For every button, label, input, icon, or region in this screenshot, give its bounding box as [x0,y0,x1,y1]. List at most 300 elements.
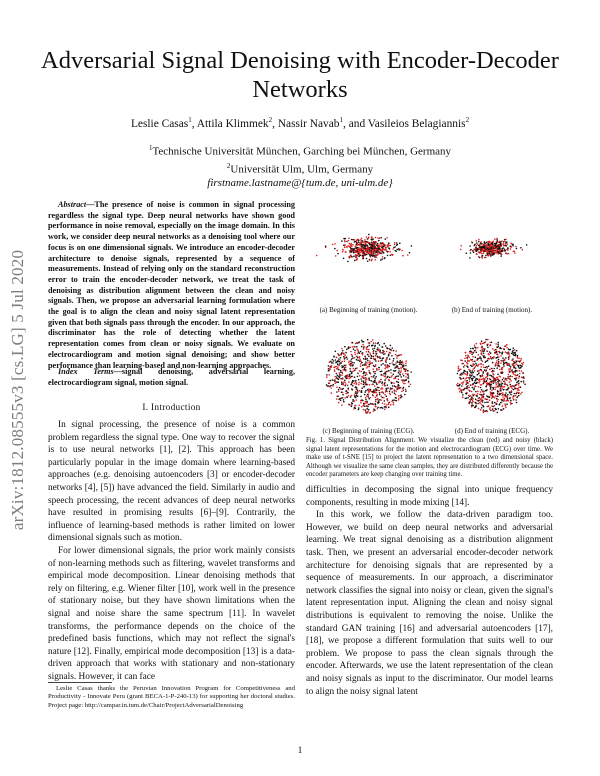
clean-latent-point [499,375,501,377]
noisy-latent-point [359,341,361,343]
noisy-latent-point [399,363,401,365]
noisy-latent-point [343,238,345,240]
noisy-latent-point [492,406,494,408]
body-paragraph: In this work, we follow the data-driven paradigm too. However, we build on deep neural networks and adversarial learning. We treat signal denoising as a distribution alignment task. Then, we present an adversarial encoder-decoder network architecture for denoising signals that are represented by a sequence of measurements. In our approach, a discriminator network classifies the signal into noisy or clean, given the signal's latent representation input. Aligning the clean and noisy signal distributions is equivalent to removing the noise. Unlike the standard GAN training [16] and adversarial autoencoders [17], [18], we propose a different formulation that suits well to our problem. We propose to pass the clean signals through the encoder. Afterwards, we use the latent representation of the clean and noisy signals as input to the discriminator. Our model learns to align the noisy signal latent [306,510,553,697]
noisy-latent-point [361,380,363,382]
clean-latent-point [510,248,512,250]
clean-latent-point [356,399,358,401]
clean-latent-point [472,361,474,363]
clean-latent-point [497,253,499,255]
clean-latent-point [341,404,343,406]
noisy-latent-point [370,380,372,382]
noisy-latent-point [345,378,347,380]
clean-latent-point [512,385,514,387]
noisy-latent-point [476,364,478,366]
noisy-latent-point [352,355,354,357]
noisy-latent-point [368,396,370,398]
noisy-latent-point [500,390,502,392]
noisy-latent-point [374,366,376,368]
noisy-latent-point [522,372,524,374]
noisy-latent-point [475,402,477,404]
clean-latent-point [516,388,518,390]
clean-latent-point [360,250,362,252]
clean-latent-point [344,240,346,242]
noisy-latent-point [408,375,410,377]
noisy-latent-point [384,383,386,385]
subcaption-a: (a) Beginning of training (motion). [319,306,418,314]
clean-latent-point [332,244,334,246]
clean-latent-point [375,241,377,243]
noisy-latent-point [363,364,365,366]
clean-latent-point [504,345,506,347]
clean-latent-point [520,358,522,360]
noisy-latent-point [350,360,352,362]
noisy-latent-point [394,246,396,248]
noisy-latent-point [407,373,409,375]
clean-latent-point [351,245,353,247]
noisy-latent-point [382,247,384,249]
clean-latent-point [508,374,510,376]
noisy-latent-point [398,384,400,386]
clean-latent-point [516,377,518,379]
noisy-latent-point [490,384,492,386]
noisy-latent-point [497,251,499,253]
clean-latent-point [490,394,492,396]
clean-latent-point [385,248,387,250]
noisy-latent-point [368,345,370,347]
clean-latent-point [473,250,475,252]
noisy-latent-point [373,371,375,373]
clean-latent-point [495,364,497,366]
clean-latent-point [505,405,507,407]
noisy-latent-point [342,350,344,352]
clean-latent-point [395,350,397,352]
clean-latent-point [368,392,370,394]
clean-latent-point [487,358,489,360]
clean-latent-point [480,391,482,393]
clean-latent-point [476,359,478,361]
clean-latent-point [348,378,350,380]
clean-latent-point [393,382,395,384]
noisy-latent-point [514,353,516,355]
noisy-latent-point [518,395,520,397]
abstract-label: Abstract [58,200,87,209]
noisy-latent-point [366,258,368,260]
clean-latent-point [494,389,496,391]
noisy-latent-point [346,356,348,358]
clean-latent-point [494,353,496,355]
noisy-latent-point [346,349,348,351]
clean-latent-point [510,243,512,245]
clean-latent-point [480,409,482,411]
noisy-latent-point [518,367,520,369]
clean-latent-point [518,389,520,391]
noisy-latent-point [379,392,381,394]
noisy-latent-point [362,400,364,402]
noisy-latent-point [497,344,499,346]
clean-latent-point [342,373,344,375]
noisy-latent-point [499,248,501,250]
clean-latent-point [477,347,479,349]
noisy-latent-point [498,359,500,361]
noisy-latent-point [399,362,401,364]
noisy-latent-point [394,367,396,369]
clean-latent-point [375,397,377,399]
clean-latent-point [387,244,389,246]
noisy-latent-point [384,400,386,402]
noisy-latent-point [489,351,491,353]
noisy-latent-point [348,348,350,350]
noisy-latent-point [345,385,347,387]
clean-latent-point [397,367,399,369]
clean-latent-point [359,356,361,358]
clean-latent-point [464,358,466,360]
clean-latent-point [364,241,366,243]
noisy-latent-point [483,350,485,352]
noisy-latent-point [377,407,379,409]
noisy-latent-point [503,364,505,366]
noisy-latent-point [474,245,476,247]
noisy-latent-point [396,381,398,383]
noisy-latent-point [473,389,475,391]
noisy-latent-point [344,358,346,360]
clean-latent-point [474,386,476,388]
clean-latent-point [358,384,360,386]
clean-latent-point [483,412,485,414]
noisy-latent-point [340,400,342,402]
clean-latent-point [492,409,494,411]
noisy-latent-point [478,372,480,374]
noisy-latent-point [338,358,340,360]
clean-latent-point [357,353,359,355]
noisy-latent-point [367,360,369,362]
noisy-latent-point [485,255,487,257]
clean-latent-point [488,255,490,257]
clean-latent-point [469,380,471,382]
noisy-latent-point [336,391,338,393]
noisy-latent-point [520,247,522,249]
clean-latent-point [354,357,356,359]
clean-latent-point [368,248,370,250]
clean-latent-point [377,253,379,255]
clean-latent-point [516,391,518,393]
subcaption-d: (d) End of training (ECG). [454,427,530,435]
clean-latent-point [481,379,483,381]
clean-latent-point [466,377,468,379]
noisy-latent-point [470,348,472,350]
clean-latent-point [471,359,473,361]
noisy-latent-point [470,372,472,374]
clean-latent-point [496,362,498,364]
clean-latent-point [461,360,463,362]
clean-latent-point [351,354,353,356]
noisy-latent-point [378,400,380,402]
noisy-latent-point [369,254,371,256]
noisy-latent-point [356,242,358,244]
noisy-latent-point [505,357,507,359]
noisy-latent-point [339,374,341,376]
noisy-latent-point [374,403,376,405]
noisy-latent-point [368,234,370,236]
noisy-latent-point [368,356,370,358]
clean-latent-point [400,371,402,373]
noisy-latent-point [471,354,473,356]
clean-latent-point [519,370,521,372]
noisy-latent-point [395,370,397,372]
noisy-latent-point [352,248,354,250]
clean-latent-point [405,373,407,375]
clean-latent-point [386,404,388,406]
clean-latent-point [490,391,492,393]
noisy-latent-point [515,379,517,381]
clean-latent-point [349,368,351,370]
noisy-latent-point [470,252,472,254]
noisy-latent-point [364,247,366,249]
noisy-latent-point [326,374,328,376]
clean-latent-point [480,363,482,365]
noisy-latent-point [340,362,342,364]
clean-latent-point [372,339,374,341]
clean-latent-point [386,351,388,353]
clean-latent-point [329,382,331,384]
noisy-latent-point [510,375,512,377]
noisy-latent-point [518,383,520,385]
noisy-latent-point [400,360,402,362]
clean-latent-point [329,380,331,382]
noisy-latent-point [352,250,354,252]
noisy-latent-point [469,390,471,392]
clean-latent-point [491,394,493,396]
noisy-latent-point [500,244,502,246]
clean-latent-point [480,241,482,243]
noisy-latent-point [401,364,403,366]
clean-latent-point [460,249,462,251]
clean-latent-point [392,388,394,390]
clean-latent-point [467,360,469,362]
noisy-latent-point [408,377,410,379]
noisy-latent-point [487,378,489,380]
noisy-latent-point [350,384,352,386]
clean-latent-point [514,252,516,254]
clean-latent-point [493,357,495,359]
clean-latent-point [510,380,512,382]
clean-latent-point [492,240,494,242]
clean-latent-point [401,250,403,252]
noisy-latent-point [350,396,352,398]
clean-latent-point [398,395,400,397]
clean-latent-point [368,366,370,368]
noisy-latent-point [457,373,459,375]
clean-latent-point [514,349,516,351]
clean-latent-point [329,367,331,369]
noisy-latent-point [373,342,375,344]
noisy-latent-point [332,384,334,386]
clean-latent-point [500,355,502,357]
noisy-latent-point [339,361,341,363]
noisy-latent-point [362,244,364,246]
clean-latent-point [354,251,356,253]
clean-latent-point [372,253,374,255]
noisy-latent-point [378,367,380,369]
clean-latent-point [352,370,354,372]
noisy-latent-point [365,374,367,376]
noisy-latent-point [387,387,389,389]
clean-latent-point [359,359,361,361]
noisy-latent-point [504,239,506,241]
noisy-latent-point [484,369,486,371]
noisy-latent-point [472,348,474,350]
noisy-latent-point [353,362,355,364]
noisy-latent-point [332,379,334,381]
noisy-latent-point [381,360,383,362]
noisy-latent-point [477,374,479,376]
noisy-latent-point [502,360,504,362]
clean-latent-point [495,252,497,254]
clean-latent-point [350,351,352,353]
clean-latent-point [500,372,502,374]
clean-latent-point [348,395,350,397]
noisy-latent-point [365,409,367,411]
noisy-latent-point [503,408,505,410]
noisy-latent-point [369,379,371,381]
noisy-latent-point [354,260,356,262]
noisy-latent-point [506,362,508,364]
clean-latent-point [363,346,365,348]
clean-latent-point [472,394,474,396]
noisy-latent-point [500,383,502,385]
noisy-latent-point [510,394,512,396]
author-name: Vasileios Belagiannis [367,117,466,130]
clean-latent-point [348,381,350,383]
clean-latent-point [406,369,408,371]
noisy-latent-point [392,347,394,349]
author-name: Nassir Navab [277,117,340,130]
clean-latent-point [354,400,356,402]
noisy-latent-point [466,397,468,399]
clean-latent-point [478,247,480,249]
clean-latent-point [467,385,469,387]
noisy-latent-point [343,401,345,403]
clean-latent-point [356,348,358,350]
clean-latent-point [335,255,337,257]
noisy-latent-point [514,393,516,395]
clean-latent-point [471,404,473,406]
clean-latent-point [483,366,485,368]
noisy-latent-point [500,255,502,257]
noisy-latent-point [379,394,381,396]
noisy-latent-point [499,404,501,406]
clean-latent-point [477,365,479,367]
clean-latent-point [503,399,505,401]
clean-latent-point [334,369,336,371]
noisy-latent-point [356,394,358,396]
clean-latent-point [381,245,383,247]
clean-latent-point [356,250,358,252]
noisy-latent-point [388,247,390,249]
clean-latent-point [375,401,377,403]
clean-latent-point [344,354,346,356]
clean-latent-point [407,254,409,256]
clean-latent-point [480,350,482,352]
noisy-latent-point [351,388,353,390]
noisy-latent-point [362,369,364,371]
noisy-latent-point [508,387,510,389]
clean-latent-point [383,397,385,399]
clean-latent-point [336,398,338,400]
noisy-latent-point [361,391,363,393]
noisy-latent-point [498,365,500,367]
clean-latent-point [498,386,500,388]
clean-latent-point [370,341,372,343]
noisy-latent-point [383,343,385,345]
clean-latent-point [396,386,398,388]
affiliation-email: firstname.lastname@{tum.de, uni-ulm.de} [207,177,393,190]
noisy-latent-point [513,395,515,397]
clean-latent-point [371,376,373,378]
clean-latent-point [366,395,368,397]
noisy-latent-point [376,353,378,355]
noisy-latent-point [469,351,471,353]
clean-latent-point [503,245,505,247]
noisy-latent-point [398,355,400,357]
clean-latent-point [368,342,370,344]
noisy-latent-point [489,396,491,398]
clean-latent-point [480,248,482,250]
noisy-latent-point [325,245,327,247]
noisy-latent-point [340,357,342,359]
clean-latent-point [371,258,373,260]
noisy-latent-point [507,394,509,396]
clean-latent-point [458,366,460,368]
noisy-latent-point [501,352,503,354]
noisy-latent-point [395,386,397,388]
clean-latent-point [513,399,515,401]
clean-latent-point [513,251,515,253]
noisy-latent-point [399,242,401,244]
noisy-latent-point [342,394,344,396]
noisy-latent-point [491,247,493,249]
clean-latent-point [375,237,377,239]
noisy-latent-point [358,241,360,243]
noisy-latent-point [339,363,341,365]
clean-latent-point [366,362,368,364]
clean-latent-point [366,405,368,407]
clean-latent-point [504,381,506,383]
noisy-latent-point [476,352,478,354]
clean-latent-point [501,394,503,396]
noisy-latent-point [510,366,512,368]
clean-latent-point [511,390,513,392]
clean-latent-point [515,395,517,397]
clean-latent-point [362,344,364,346]
clean-latent-point [492,251,494,253]
clean-latent-point [462,397,464,399]
clean-latent-point [480,399,482,401]
noisy-latent-point [503,241,505,243]
noisy-latent-point [494,408,496,410]
noisy-latent-point [511,369,513,371]
noisy-latent-point [377,245,379,247]
clean-latent-point [379,390,381,392]
noisy-latent-point [379,344,381,346]
clean-latent-point [376,256,378,258]
clean-latent-point [523,362,525,364]
subcaption-c: (c) Beginning of training (ECG). [322,427,415,435]
noisy-latent-point [499,394,501,396]
noisy-latent-point [364,386,366,388]
noisy-latent-point [362,352,364,354]
clean-latent-point [382,391,384,393]
